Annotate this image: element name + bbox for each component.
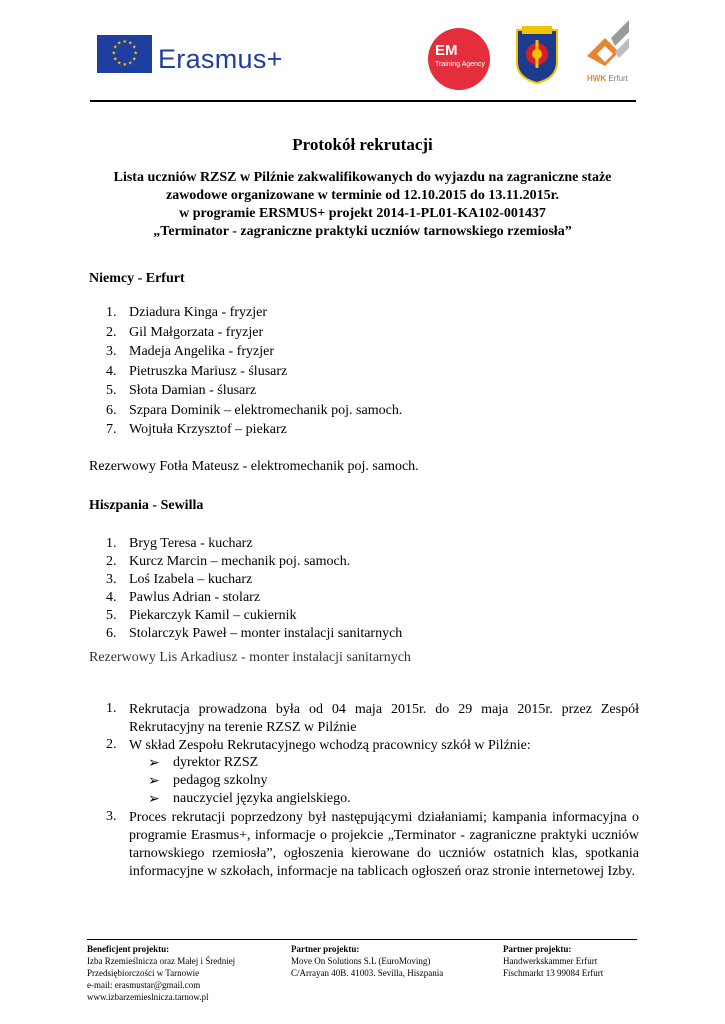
list-item <box>0 344 725 364</box>
section-heading-germany: Niemcy - Erfurt <box>89 271 185 286</box>
svg-text:★: ★ <box>133 50 138 57</box>
list-text: Pawlus Adrian - stolarz <box>129 590 261 605</box>
bullet-arrow-icon: ➢ <box>148 792 160 807</box>
bullet-text: nauczyciel języka angielskiego. <box>173 791 351 806</box>
list-number: 1. <box>106 536 117 551</box>
list-text: Madeja Angelika - fryzjer <box>129 344 274 359</box>
svg-text:★: ★ <box>113 44 118 51</box>
footer-line: C/Arrayan 40B. 41003. Sevilla, Hiszpania <box>291 968 444 978</box>
list-item <box>0 364 725 384</box>
footer-partner-spain <box>291 943 443 979</box>
list-item <box>0 305 725 325</box>
subtitle-line-3: w programie ERSMUS+ projekt 2014-1-PL01-KA102-001437 <box>179 206 546 221</box>
list-item <box>0 536 725 554</box>
point-2-number: 2. <box>106 737 117 752</box>
list-number: 4. <box>106 363 117 379</box>
hwk-logo-text <box>587 74 628 83</box>
subtitle-line-4: „Terminator - zagraniczne praktyki uczniów tarnowskiego rzemiosła” <box>153 224 572 239</box>
bullet-arrow-icon: ➢ <box>148 774 160 789</box>
list-number: 7. <box>106 422 117 437</box>
list-number: 5. <box>106 383 117 398</box>
hwk-erfurt-logo <box>583 18 633 81</box>
list-text: Bryg Teresa - kucharz <box>129 536 253 551</box>
svg-text:★: ★ <box>117 40 122 47</box>
list-number: 2. <box>106 554 117 569</box>
footer-line: Handwerkskammer Erfurt <box>503 956 598 966</box>
footer-beneficiary <box>87 943 235 1003</box>
spain-reserve: Rezerwowy Lis Arkadiusz - monter instalacji sanitarnych <box>89 650 411 665</box>
svg-text:★: ★ <box>113 56 118 63</box>
footer-heading: Beneficjent projektu: <box>87 944 170 954</box>
list-number: 4. <box>106 590 117 605</box>
list-item <box>0 383 725 403</box>
header-divider <box>90 100 636 102</box>
list-number: 6. <box>106 626 117 641</box>
em-training-agency-logo <box>428 28 490 90</box>
list-item <box>0 403 725 423</box>
em-logo-subtext: Training Agency <box>435 61 485 68</box>
subtitle-line-2: zawodowe organizowane w terminie od 12.10.2015 do 13.11.2015r. <box>165 188 560 203</box>
list-text: Loś Izabela – kucharz <box>129 572 253 587</box>
bullet-arrow-icon: ➢ <box>148 756 160 771</box>
footer-heading: Partner projektu: <box>291 944 360 954</box>
svg-text:★: ★ <box>122 39 127 45</box>
footer-divider <box>87 939 637 940</box>
list-number: 5. <box>106 608 117 623</box>
bullet-text: dyrektor RZSZ <box>173 755 259 770</box>
germany-reserve: Rezerwowy Fotła Mateusz - elektromechanik poj. samoch. <box>89 459 419 474</box>
point-3-number: 3. <box>106 809 117 824</box>
list-text: Gil Małgorzata - fryzjer <box>129 324 264 340</box>
list-item <box>0 572 725 590</box>
list-text: Słota Damian - ślusarz <box>129 383 257 398</box>
footer-partner-germany <box>503 943 603 979</box>
footer-heading: Partner projektu: <box>503 944 572 954</box>
list-text: Piekarczyk Kamil – cukiernik <box>129 608 297 623</box>
footer-line: Izba Rzemieślnicza oraz Małej i Średniej <box>87 956 236 966</box>
point-1-number: 1. <box>106 701 117 716</box>
list-text: Wojtuła Krzysztof – piekarz <box>129 422 287 437</box>
svg-text:★: ★ <box>111 50 116 57</box>
point-3-text: Proces rekrutacji poprzedzony był następującymi działaniami; kampania informacyjna o programie Erasmus+, informacje o projekcie „Terminator - zagraniczne praktyki uczniów tarnowskiego rzemiosła”, ogłoszenia kierowane do uczniów ostatnich klas, spotkania informacyjne w szkołach, informacje na tablicach ogłoszeń oraz stronie internetowej Izby. <box>129 810 639 879</box>
svg-text:★: ★ <box>122 62 127 68</box>
izba-crest-logo <box>514 24 560 89</box>
list-item <box>0 325 725 345</box>
list-item <box>0 554 725 572</box>
spain-list <box>0 536 725 644</box>
erasmus-logo-text: Erasmus+ <box>158 44 283 74</box>
eu-flag-logo <box>97 35 152 73</box>
list-number: 3. <box>106 572 117 587</box>
footer-line: Move On Solutions S.L (EuroMoving) <box>291 956 431 966</box>
list-text: Kurcz Marcin – mechanik poj. samoch. <box>129 554 351 569</box>
point-1-text: Rekrutacja prowadzona była od 04 maja 2015r. do 29 maja 2015r. przez Zespół Rekrutacyjny na terenie RZSZ w Pilźnie <box>129 702 639 735</box>
hwk-label: HWK <box>587 74 607 83</box>
subtitle-line-1: Lista uczniów RZSZ w Pilźnie zakwalifikowanych do wyjazdu na zagraniczne staże <box>113 170 612 185</box>
list-number: 1. <box>106 305 117 320</box>
bullet-text: pedagog szkolny <box>173 773 268 788</box>
list-text: Stolarczyk Paweł – monter instalacji sanitarnych <box>129 626 403 641</box>
document-title: Protokół rekrutacji <box>292 135 433 154</box>
hwk-city: Erfurt <box>608 74 628 83</box>
footer-website[interactable]: www.izbarzemieslnicza.tarnow.pl <box>87 992 209 1002</box>
em-logo-text: EM <box>435 42 458 59</box>
list-number: 6. <box>106 402 117 418</box>
list-number: 3. <box>106 344 117 359</box>
list-number: 2. <box>106 324 117 340</box>
list-item <box>0 422 725 442</box>
list-item <box>0 626 725 644</box>
list-item <box>0 590 725 608</box>
svg-text:★: ★ <box>132 44 137 51</box>
section-heading-spain: Hiszpania - Sewilla <box>89 498 204 513</box>
footer-line: Przedsiębiorczości w Tarnowie <box>87 968 200 978</box>
list-text: Szpara Dominik – elektromechanik poj. samoch. <box>129 402 403 418</box>
list-text: Dziadura Kinga - fryzjer <box>129 305 267 320</box>
list-text: Pietruszka Mariusz - ślusarz <box>129 363 288 379</box>
svg-text:★: ★ <box>128 40 133 47</box>
svg-text:★: ★ <box>128 60 133 67</box>
footer-line: Fischmarkt 13 99084 Erfurt <box>503 968 604 978</box>
point-2-text: W skład Zespołu Rekrutacyjnego wchodzą pracownicy szkół w Pilźnie: <box>129 738 531 753</box>
germany-list <box>0 305 725 442</box>
svg-text:★: ★ <box>117 60 122 67</box>
footer-email[interactable]: e-mail: erasmustar@gmail.com <box>87 980 201 990</box>
svg-text:★: ★ <box>132 56 137 63</box>
list-item <box>0 608 725 626</box>
